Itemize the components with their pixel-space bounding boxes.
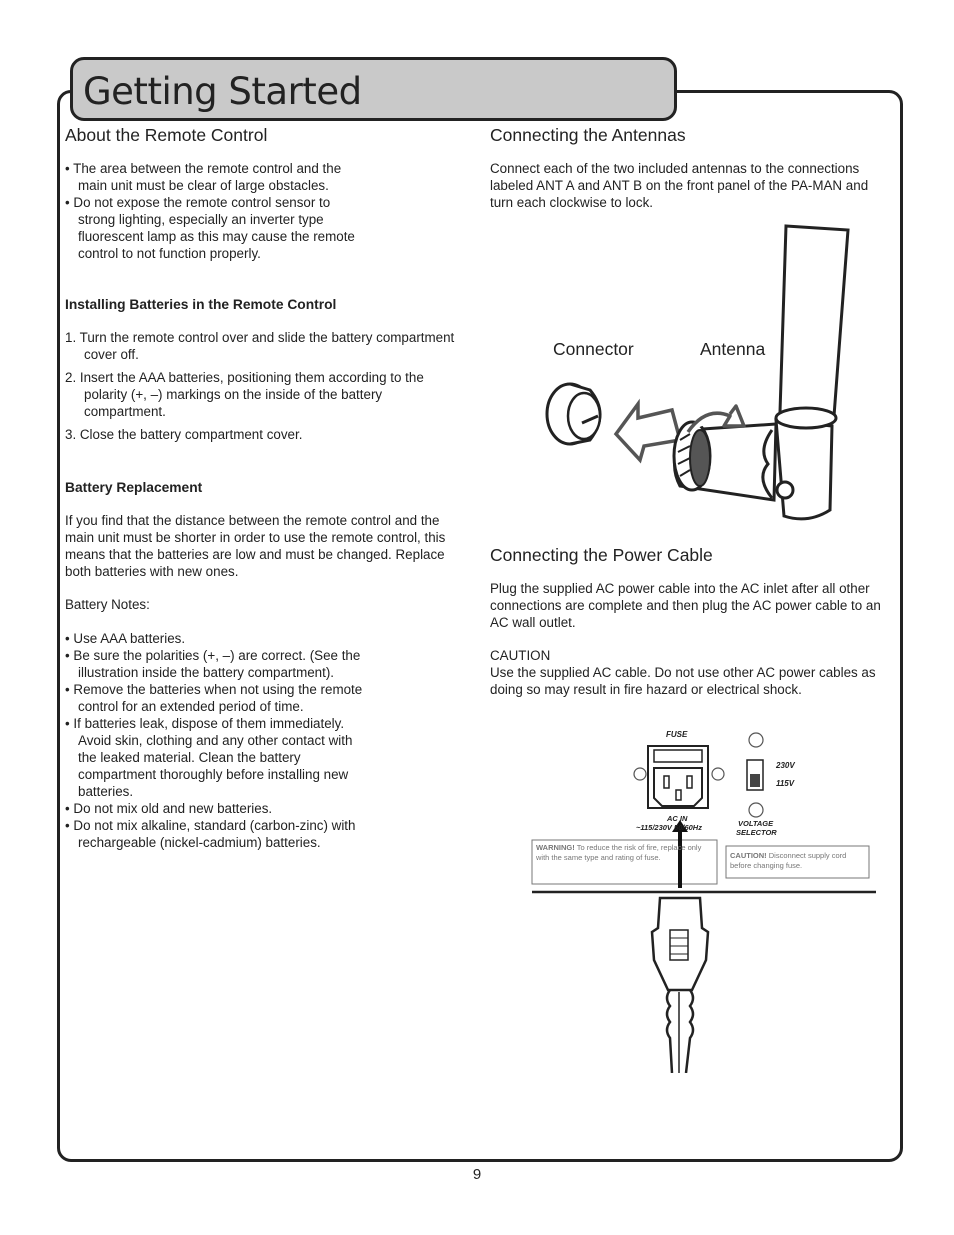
selector-label: SELECTOR	[736, 828, 777, 837]
voltage-label: VOLTAGE	[738, 819, 774, 828]
left-column	[65, 124, 475, 851]
power-section	[490, 544, 900, 698]
antennas-text: Connect each of the two included antennas to the connections labeled ANT A and ANT B on the front panel of the PA-MAN and turn each clockwise to lock.	[490, 161, 869, 210]
install-steps	[65, 329, 460, 443]
list-item: • Do not expose the remote control sensor to strong lighting, especially an inverter type fluorescent lamp as this may cause the remote control to not function properly.	[65, 195, 355, 261]
fuse-label: FUSE	[666, 730, 688, 739]
battery-notes	[65, 630, 365, 851]
remote-bullets	[65, 160, 365, 262]
caution-text: Use the supplied AC cable. Do not use other AC power cables as doing so may result in fire hazard or electrical shock.	[490, 665, 876, 697]
power-plug-icon	[652, 898, 708, 1073]
antenna-illustration	[540, 220, 860, 530]
battery-notes-label: Battery Notes:	[65, 597, 150, 612]
fuse-warning-text	[536, 843, 714, 863]
push-arrow-icon	[616, 404, 680, 460]
right-column	[490, 124, 900, 211]
power-heading: Connecting the Power Cable	[490, 545, 713, 565]
power-text: Plug the supplied AC power cable into the AC inlet after all other connections are complete and then plug the AC power cable to an AC wall outlet.	[490, 581, 881, 630]
warning-text: To reduce the risk of fire, replace only with the same type and rating of fuse.	[536, 843, 702, 862]
power-panel-illustration	[530, 728, 880, 1073]
list-item: 3. Close the battery compartment cover.	[65, 427, 303, 442]
list-item: • Do not mix old and new batteries.	[65, 801, 273, 816]
page-number: 9	[472, 1166, 482, 1183]
list-item: • If batteries leak, dispose of them immediately. Avoid skin, clothing and any other contact with the leaked material. Clean the battery compartment thoroughly before installing new batteries.	[65, 716, 353, 799]
115v-label: 115V	[776, 779, 795, 788]
list-item: • Use AAA batteries.	[65, 631, 186, 646]
list-item: • The area between the remote control and the main unit must be clear of large obstacles.	[65, 161, 342, 193]
caution-panel-text: Disconnect supply cord before changing fuse.	[730, 851, 847, 870]
caution-bold: CAUTION!	[730, 851, 767, 860]
title-tab	[70, 57, 677, 121]
list-item: • Be sure the polarities (+, –) are correct. (See the illustration inside the battery compartment).	[65, 648, 361, 680]
antenna-label: Antenna	[700, 339, 766, 359]
connector-icon	[547, 384, 600, 444]
list-item: 2. Insert the AAA batteries, positioning them according to the polarity (+, –) markings on the inside of the battery compartment.	[65, 370, 424, 419]
list-item: • Do not mix alkaline, standard (carbon-zinc) with rechargeable (nickel-cadmium) batteries.	[65, 818, 356, 850]
page-title: Getting Started	[83, 70, 362, 113]
antenna-icon	[674, 226, 848, 519]
install-heading: Installing Batteries in the Remote Control	[65, 297, 337, 312]
remote-heading: About the Remote Control	[65, 125, 268, 145]
replacement-text: If you find that the distance between the remote control and the main unit must be shorter in order to use the remote control, this means that the batteries are low and must be changed. Replace both batteries with new ones.	[65, 513, 446, 579]
list-item: 1. Turn the remote control over and slide the battery compartment cover off.	[65, 330, 455, 362]
fuse-caution-text	[730, 851, 868, 871]
connector-label: Connector	[553, 339, 634, 359]
ac-rating-label: ~115/230V 50/60Hz	[636, 823, 702, 832]
list-item: • Remove the batteries when not using the remote control for an extended period of time.	[65, 682, 363, 714]
antennas-heading: Connecting the Antennas	[490, 125, 686, 145]
warning-bold: WARNING!	[536, 843, 575, 852]
230v-label: 230V	[776, 761, 795, 770]
ac-in-label: AC IN	[667, 814, 688, 823]
caution-label: CAUTION	[490, 648, 551, 663]
replacement-heading: Battery Replacement	[65, 480, 203, 495]
